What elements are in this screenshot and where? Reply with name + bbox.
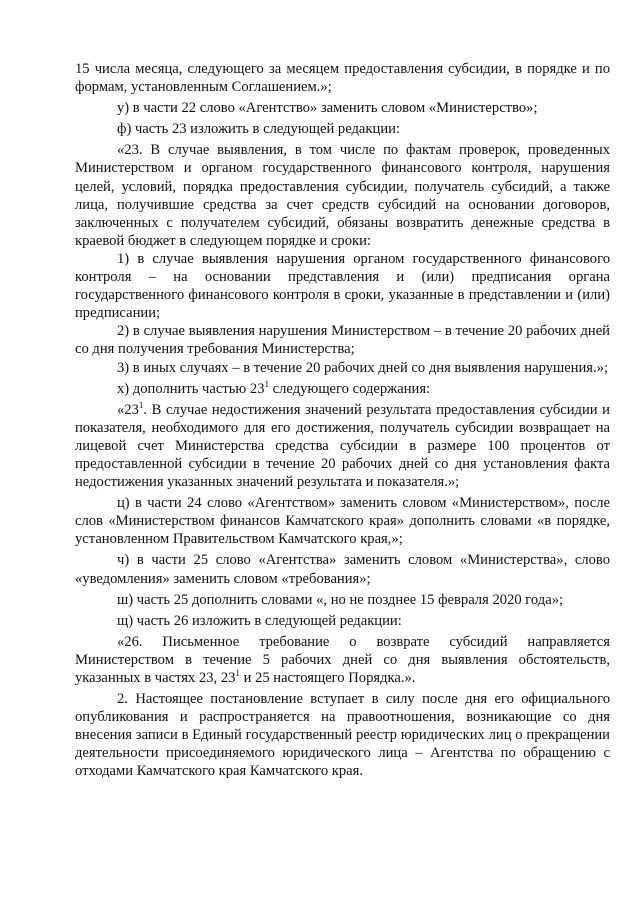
paragraph-text-post: . В случае недостижения значений результата предоставления субсидии и показателя, необходимого для его достижения, получатель субсидии возвращает на лицевой счет Министерства средства субсидии в размере 100 процентов от предоставленной субсидии в течение 20 рабочих дней со дня установления факта недостижения указанных значений результата и показателя.»; [75,401,610,491]
paragraph-text: 2) в случае выявления нарушения Министерством – в течение 20 рабочих дней со дня получения требования Министерства; [75,323,610,358]
paragraph-text: «23. В случае выявления, в том числе по фактам проверок, проведенных Министерством и органом государственного финансового контроля, нарушения целей, условий, порядка предоставления субсидии, получатель субсидий, а также лица, получившие средства за счет средств субсидий на основании договоров, заключенных с получателем субсидий, обязаны возвратить денежные средства в краевой бюджет в следующем порядке и сроки: [75,142,610,249]
paragraph-text: ч) в части 25 слово «Агентства» заменить словом «Министерства», слово «уведомления» заменить словом «требования»; [75,552,610,587]
paragraph-continuation [75,60,610,96]
superscript: 1 [138,399,144,410]
paragraph-text-pre: х) дополнить частью 23 [117,380,265,397]
paragraph-subitem-3 [75,359,610,377]
paragraph-part-23-1 [75,401,610,491]
paragraph-section-2 [75,690,610,780]
paragraph-text: ф) часть 23 изложить в следующей редакции: [117,121,400,138]
paragraph-text: 2. Настоящее постановление вступает в силу после дня его официального опубликования и распространяется на правоотношения, возникающие со дня внесения записи в Единый государственный реестр юридических лиц о прекращении деятельности присоединяемого юридического лица – Агентства по обращению с отходами Камчатского края Камчатского края. [75,691,610,780]
paragraph-item-u [75,99,610,117]
paragraph-item-f [75,120,610,138]
paragraph-text: ш) часть 25 дополнить словами «, но не позднее 15 февраля 2020 года»; [117,591,564,608]
paragraph-text: 15 числа месяца, следующего за месяцем предоставления субсидии, в порядке и по формам, установленным Соглашением.»; [75,61,610,96]
paragraph-item-h [75,380,610,398]
paragraph-text: у) в части 22 слово «Агентство» заменить словом «Министерство»; [117,100,538,117]
paragraph-text: 1) в случае выявления нарушения органом государственного финансового контроля – на основании представления и (или) предписания органа государственного финансового контроля в сроки, указанные в представлении и (или) предписании; [75,250,610,322]
paragraph-item-ch [75,551,610,587]
paragraph-text-post: следующего содержания: [269,380,431,397]
paragraph-part-26 [75,633,610,687]
paragraph-text: 3) в иных случаях – в течение 20 рабочих дней со дня выявления нарушения.»; [117,359,609,376]
paragraph-text-pre: «26. Письменное требование о возврате субсидий направляется Министерством в течение 5 рабочих дней со дня выявления обстоятельств, указанных в частях 23, 23 [75,633,610,686]
document-page [75,60,610,781]
paragraph-text-post: и 25 настоящего Порядка.». [239,670,416,686]
paragraph-part-23 [75,141,610,250]
paragraph-item-ts [75,494,610,548]
paragraph-subitem-2 [75,322,610,358]
paragraph-item-sh [75,591,610,609]
paragraph-text: щ) часть 26 изложить в следующей редакции: [117,612,402,629]
paragraph-text: ц) в части 24 слово «Агентством» заменить словом «Министерством», после слов «Министерством финансов Камчатского края» дополнить словами «в порядке, установленном Правительством Камчатского края,»; [75,495,610,548]
superscript: 1 [264,378,269,389]
paragraph-subitem-1 [75,250,610,322]
superscript: 1 [235,668,240,678]
paragraph-item-shch [75,612,610,630]
paragraph-text-pre: «23 [117,401,139,418]
